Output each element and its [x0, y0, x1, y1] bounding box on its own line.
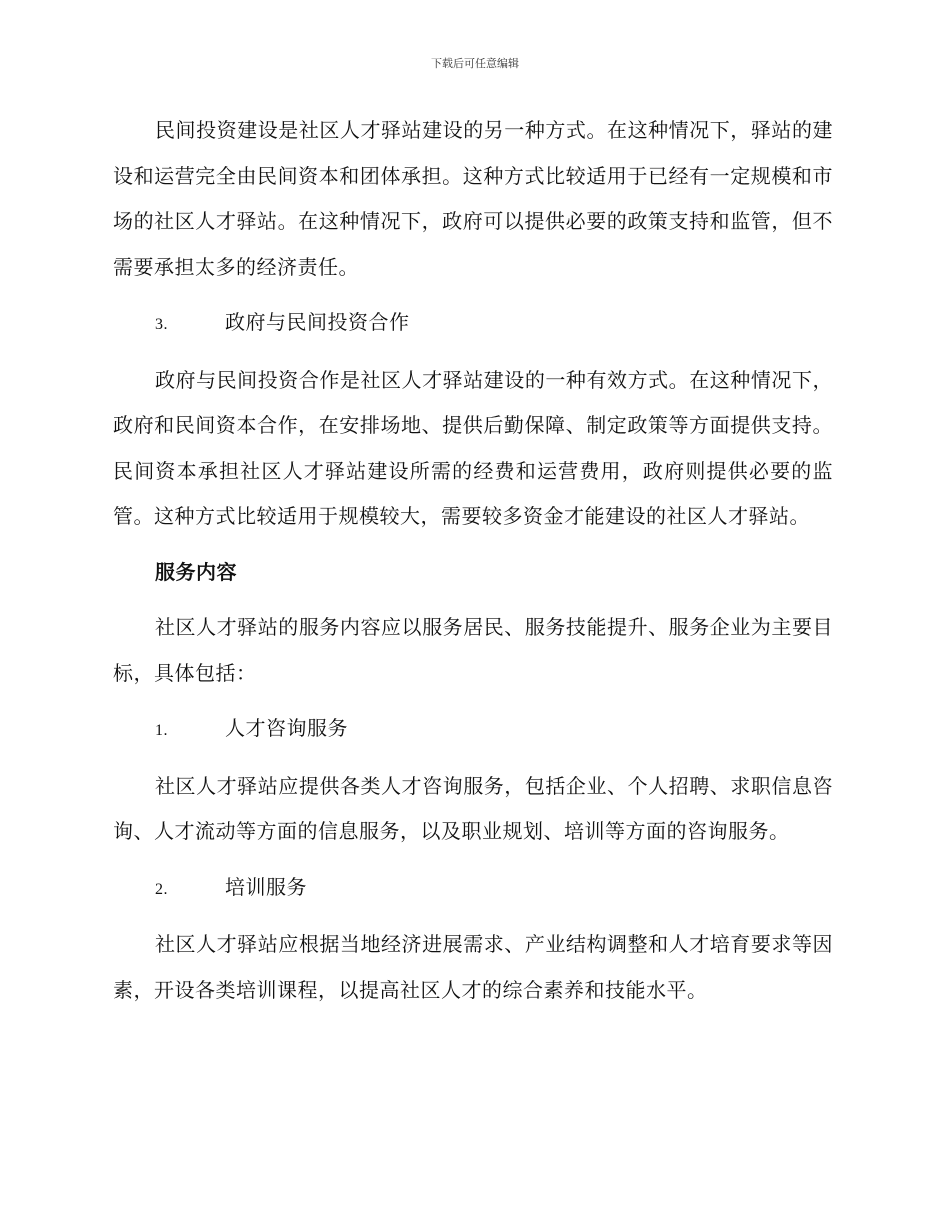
paragraph-training: 社区人才驿站应根据当地经济进展需求、产业结构调整和人才培育要求等因素，开设各类培训课程，以提高社区人才的综合素养和技能水平。: [113, 932, 833, 1002]
list-number: 3.: [155, 316, 168, 333]
list-item-2: [113, 865, 833, 913]
list-number: 2.: [155, 880, 168, 898]
list-item-1: [113, 706, 833, 754]
page-header: 下载后可任意编辑: [431, 57, 519, 70]
paragraph-service-intro: 社区人才驿站的服务内容应以服务居民、服务技能提升、服务企业为主要目标，具体包括：: [113, 615, 833, 685]
list-item-title: 政府与民间投资合作: [225, 310, 410, 334]
list-item-title: 人才咨询服务: [225, 716, 348, 740]
list-number: 1.: [155, 722, 168, 739]
section-heading: 服务内容: [155, 559, 237, 584]
paragraph-consulting: 社区人才驿站应提供各类人才咨询服务，包括企业、个人招聘、求职信息咨询、人才流动等方面的信息服务，以及职业规划、培训等方面的咨询服务。: [113, 773, 833, 843]
paragraph-private-investment: 民间投资建设是社区人才驿站建设的另一种方式。在这种情况下，驿站的建设和运营完全由民间资本和团体承担。这种方式比较适用于已经有一定规模和市场的社区人才驿站。在这种情况下，政府可以提供必要的政策支持和监管，但不需要承担太多的经济责任。: [113, 118, 833, 279]
list-item-3: [113, 300, 833, 348]
document-body: [113, 108, 833, 1013]
paragraph-cooperation: 政府与民间投资合作是社区人才驿站建设的一种有效方式。在这种情况下，政府和民间资本合作，在安排场地、提供后勤保障、制定政策等方面提供支持。民间资本承担社区人才驿站建设所需的经费和运营费用，政府则提供必要的监管。这种方式比较适用于规模较大，需要较多资金才能建设的社区人才驿站。: [113, 367, 833, 528]
list-item-title: 培训服务: [225, 874, 307, 899]
